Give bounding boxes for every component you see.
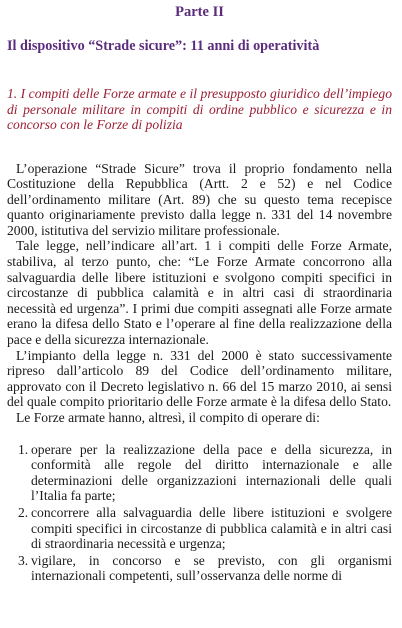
list-item-text: operare per la realizzazione della pace e della sicurezza, in conformità alle regole del diritto internazionale e alle determinazioni delle organizzazioni internazionali delle quali l’Italia fa parte; <box>31 441 392 504</box>
list-item-number: 1. <box>18 441 29 457</box>
list-item-number: 3. <box>18 552 29 568</box>
paragraph: Le Forze armate hanno, altresì, il compito di operare di: <box>16 410 320 425</box>
paragraph: Tale legge, nell’indicare all’art. 1 i compiti delle Forze Armate, stabiliva, al terzo punto, che: “Le Forze Armate concorrono alla salvaguardia delle libere istituzioni e svolgono compiti specifici in circostanze di pubblica calamità e in altri casi di straordinaria necessità ed urgenza”. I primi due compiti assegnati alle Forze armate erano la difesa dello Stato e l’operare al fine della realizzazione della pace e della sicurezza internazionale. <box>7 238 392 348</box>
tasks-list <box>7 442 392 584</box>
part-title: Parte II <box>175 4 224 20</box>
section-heading: 1. I compiti delle Forze armate e il presupposto giuridico dell’impiego di personale militare in compiti di ordine pubblico e sicurezza e in concorso con le Forze di polizia <box>7 86 392 132</box>
chapter-title: Il dispositivo “Strade sicure”: 11 anni di operatività <box>7 38 320 54</box>
list-item-text: concorrere alla salvaguardia delle libere istituzioni e svolgere compiti specifici in circostanze di pubblica calamità e in altri casi di straordinaria necessità e urgenza; <box>31 504 392 552</box>
list-item-number: 2. <box>18 504 29 520</box>
body-text <box>7 161 392 426</box>
list-item-text: vigilare, in concorso e se previsto, con gli organismi internazionali competenti, sull’osservanza delle norme di <box>31 552 392 584</box>
list-item <box>7 553 392 584</box>
list-item <box>7 442 392 504</box>
paragraph: L’impianto della legge n. 331 del 2000 è stato successivamente ripreso dall’articolo 89 del Codice dell’ordinamento militare, approvato con il Decreto legislativo n. 66 del 15 marzo 2010, ai sensi del quale compito prioritario delle Forze armate è la difesa dello Stato. <box>7 347 392 410</box>
paragraph: L’operazione “Strade Sicure” trova il proprio fondamento nella Costituzione della Repubblica (Artt. 2 e 52) e nel Codice dell’ordinamento militare (Art. 89) che su questo tema recepisce quanto originariamente previsto dalla legge n. 331 del 14 novembre 2000, istitutiva del servizio militare professionale. <box>7 160 392 238</box>
list-item <box>7 505 392 552</box>
